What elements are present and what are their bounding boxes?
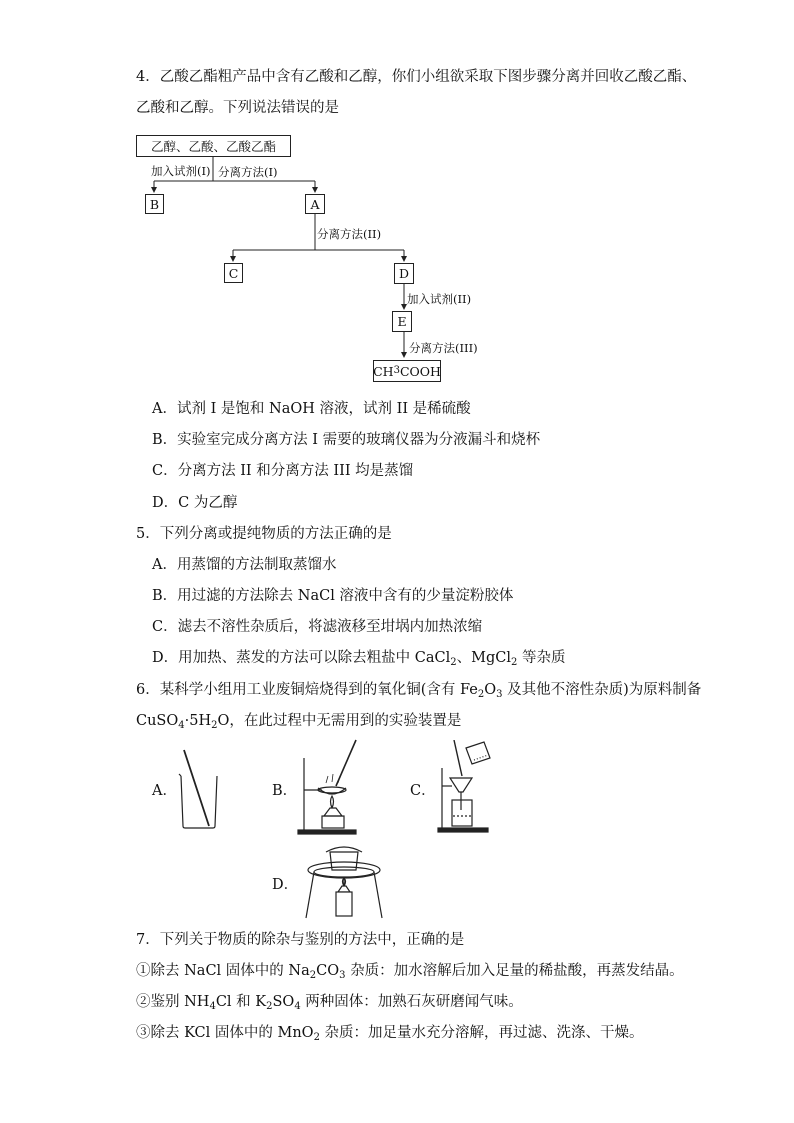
q4-option-c: C．分离方法 II 和分离方法 III 均是蒸馏 [152, 463, 414, 479]
evaporation-setup-icon [296, 738, 366, 836]
q7-item-3: ③除去 KCl 固体中的 MnO$_2$ 杂质：加足量水充分溶解，再过滤、洗涤、干燥。 [136, 1025, 644, 1043]
filtration-setup-icon [436, 740, 496, 834]
crucible-heating-setup-icon [300, 840, 388, 920]
q6-label-c: C． [410, 783, 436, 799]
q5-option-a: A．用蒸馏的方法制取蒸馏水 [152, 557, 337, 573]
flow-method3-label: 分离方法(III) [409, 341, 478, 355]
q5-option-c: C．滤去不溶性杂质后，将滤液移至坩埚内加热浓缩 [152, 619, 483, 635]
flow-box-d: D [394, 263, 414, 284]
q7-item-1: ①除去 NaCl 固体中的 $Na_2CO_3$ 杂质：加水溶解后加入足量的稀盐酸，再蒸发结晶。 [136, 963, 684, 981]
q4-option-a: A．试剂 I 是饱和 NaOH 溶液，试剂 II 是稀硫酸 [152, 401, 471, 417]
q6-stem-line2: $CuSO_4\cdot 5H_2O$，在此过程中无需用到的实验装置是 [136, 713, 462, 731]
q5-stem: 5．下列分离或提纯物质的方法正确的是 [136, 526, 392, 542]
flow-box-e: E [392, 311, 412, 332]
q4-stem-line1: 4．乙酸乙酯粗产品中含有乙酸和乙醇，你们小组欲采取下图步骤分离并回收乙酸乙酯、 [136, 69, 697, 85]
flow-box-b: B [145, 194, 164, 214]
q6-label-b: B． [272, 783, 298, 799]
flow-product-box: CH 3 COOH [373, 360, 441, 382]
beaker-with-rod-icon [176, 748, 222, 830]
q5-option-d: D．用加热、蒸发的方法可以除去粗盐中 CaCl$_2$、MgCl$_2$ 等杂质 [152, 650, 566, 668]
q4-stem-line2: 乙酸和乙醇。下列说法错误的是 [136, 100, 339, 116]
q7-stem: 7．下列关于物质的除杂与鉴别的方法中，正确的是 [136, 932, 465, 948]
q6-label-d: D． [272, 877, 299, 893]
q6-stem-line1: 6．某科学小组用工业废铜焙烧得到的氧化铜(含有 $Fe_2O_3$ 及其他不溶性杂质)为原料制备 [136, 682, 702, 700]
q4-option-b: B．实验室完成分离方法 I 需要的玻璃仪器为分液漏斗和烧杯 [152, 432, 541, 448]
flow-reagent2-label: 加入试剂(II) [407, 292, 472, 306]
q5-option-b: B．用过滤的方法除去 NaCl 溶液中含有的少量淀粉胶体 [152, 588, 514, 604]
q7-item-2: ②鉴别 $NH_4Cl$ 和 $K_2SO_4$ 两种固体：加熟石灰研磨闻气味。 [136, 994, 523, 1012]
flow-method1-label: 分离方法(I) [218, 165, 278, 179]
flow-box-a: A [305, 194, 325, 214]
flow-method2-label: 分离方法(II) [317, 227, 382, 241]
q6-label-a: A． [152, 783, 177, 799]
flow-start-box: 乙醇、乙酸、乙酸乙酯 [136, 135, 291, 157]
flow-box-c: C [224, 263, 243, 283]
flow-reagent1-label: 加入试剂(I) [151, 164, 211, 178]
q4-option-d: D．C 为乙醇 [152, 495, 238, 511]
